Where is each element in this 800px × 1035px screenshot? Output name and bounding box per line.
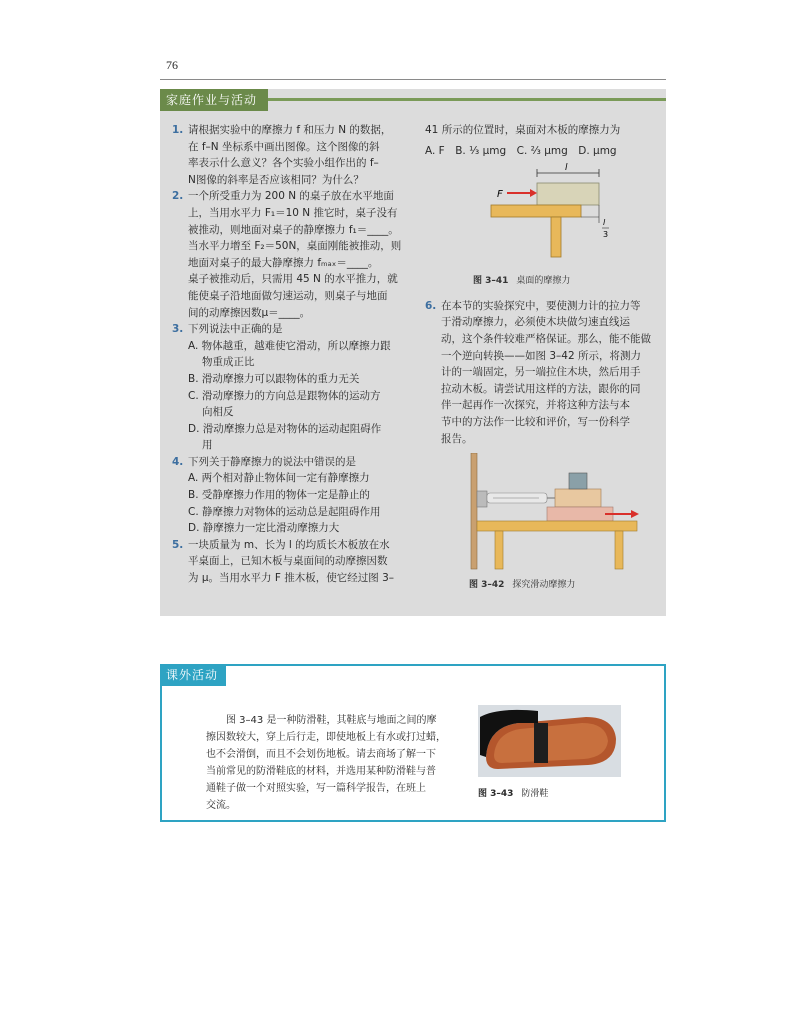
option-a-cont: 物重成正比	[202, 356, 255, 369]
figure-3-43	[478, 705, 621, 777]
figure-number: 图 3–42	[469, 580, 505, 591]
question-number: 4.	[172, 455, 184, 468]
paragraph-line: 通鞋子做一个对照实验，写一篇科学报告，在班上	[206, 783, 426, 794]
wood-block	[555, 489, 601, 507]
wall-hook	[477, 491, 487, 507]
option-a: A. 两个相对静止物体间一定有静摩擦力	[188, 472, 370, 485]
option-d-cont: 用	[202, 439, 213, 452]
figure-caption: 桌面的摩擦力	[516, 276, 571, 287]
figure-caption: 探究滑动摩擦力	[512, 580, 576, 591]
question-text: 下列关于静摩擦力的说法中错误的是	[188, 455, 356, 468]
header-rule	[160, 79, 666, 80]
option-b: B. 滑动摩擦力可以跟物体的重力无关	[188, 372, 360, 385]
question-text: 桌子被推动后，只需用 45 N 的水平推力，就	[188, 273, 398, 286]
question-number: 1.	[172, 124, 184, 136]
option-d: D. 滑动摩擦力总是对物体的运动起阻碍作	[188, 422, 382, 435]
page-number: 76	[166, 58, 178, 72]
question-3	[172, 321, 416, 454]
question-number: 3.	[172, 323, 184, 336]
question-text: 拉动木板。请尝试用这样的方法，跟你的同	[441, 382, 641, 395]
paragraph-line: 当前常见的防滑鞋底的材料，并选用某种防滑鞋与普	[206, 766, 436, 777]
table-top	[477, 521, 637, 531]
table-leg	[495, 531, 503, 569]
homework-left-column	[172, 122, 416, 587]
question-text: 计的一端固定，另一端拉住木块，然后用手	[441, 366, 641, 379]
question-4	[172, 454, 416, 537]
question-number: 5.	[172, 538, 184, 551]
question-text: 下列说法中正确的是	[188, 323, 283, 336]
question-text: 间的动摩擦因数μ＝____。	[188, 306, 311, 319]
option-c: C. 静摩擦力对物体的运动总是起阻碍作用	[188, 505, 381, 518]
arrow-head	[530, 189, 537, 197]
question-text: 节中的方法作一比较和评价，写一份科学	[441, 415, 630, 428]
paragraph-line: 也不会滑倒，而且不会划伤地板。请去商场了解一下	[206, 749, 436, 760]
question-text: 被推动，则地面对桌子的静摩擦力 f₁＝____。	[188, 223, 399, 236]
question-6	[425, 298, 655, 447]
table-leg	[551, 217, 561, 257]
figure-caption: 防滑鞋	[521, 789, 549, 799]
label-l-third: l	[603, 218, 606, 228]
question-text: 在 f–N 坐标系中画出图像。这个图像的斜	[188, 140, 380, 153]
question-text: 当水平力增至 F₂＝50N，桌面刚能被推动，则	[188, 240, 402, 253]
homework-title: 家庭作业与活动	[160, 89, 268, 111]
question-text: 上，当用水平力 F₁＝10 N 推它时，桌子没有	[188, 206, 398, 219]
question-text: 地面对桌子的最大静摩擦力 fₘₐₓ＝____。	[188, 256, 379, 269]
sole-stripe	[534, 723, 548, 763]
wood-board	[547, 507, 613, 521]
homework-right-column	[425, 122, 655, 594]
option-c-cont: 向相反	[202, 406, 234, 419]
table-leg	[615, 531, 623, 569]
extracurricular-title: 课外活动	[160, 664, 226, 686]
paragraph-line: 交流。	[206, 800, 236, 811]
option-c: C. 滑动摩擦力的方向总是跟物体的运动方	[188, 389, 381, 402]
question-text: 报告。	[441, 432, 473, 445]
question-text: 一个所受重力为 200 N 的桌子放在水平地面	[188, 190, 394, 203]
question-text: 平桌面上，已知木板与桌面间的动摩擦因数	[188, 555, 388, 568]
question-text: N图像的斜率是否应该相同？为什么？	[188, 173, 364, 186]
question-number: 2.	[172, 190, 184, 203]
question-text: 在本节的实验探究中，要使测力计的拉力等	[441, 299, 641, 312]
extracurricular-text	[206, 712, 468, 814]
option-d: D. 静摩擦力一定比滑动摩擦力大	[188, 522, 340, 535]
figure-3-41-caption	[425, 273, 655, 290]
arrow-head	[631, 510, 639, 518]
question-2	[172, 188, 416, 321]
table-top	[491, 205, 581, 217]
paragraph-line: 擦因数较大，穿上后行走，即使地板上有水或打过蜡，	[206, 732, 446, 743]
option-a: A. 物体越重，越难使它滑动，所以摩擦力跟	[188, 339, 391, 352]
homework-header-bar	[268, 98, 666, 101]
label-l: l	[565, 163, 568, 174]
wall	[471, 453, 477, 569]
paragraph-line: 图 3–43 是一种防滑鞋，其鞋底与地面之间的摩	[226, 715, 437, 726]
question-5-options: A. F B. ¹⁄₃ μmg C. ²⁄₃ μmg D. μmg	[425, 144, 617, 157]
label-F: F	[497, 189, 503, 201]
homework-header	[160, 89, 666, 111]
question-5	[172, 537, 416, 587]
figure-3-42-caption	[425, 577, 655, 594]
question-text: 为 μ。当用水平力 F 推木板，使它经过图 3–	[188, 572, 395, 585]
label-3: 3	[603, 230, 609, 240]
question-text: 动，这个条件较难严格保证。那么，能不能做	[441, 332, 651, 345]
question-1	[172, 122, 416, 188]
question-text: 能使桌子沿地面做匀速运动，则桌子与地面	[188, 289, 388, 302]
question-5-continued: 41 所示的位置时，桌面对木板的摩擦力为	[425, 124, 621, 136]
question-text: 率表示什么意义？各个实验小组作出的 f–	[188, 157, 379, 170]
question-text: 伴一起再作一次探究，并将这种方法与本	[441, 399, 630, 412]
figure-3-42	[455, 453, 655, 571]
question-number: 6.	[425, 299, 437, 312]
weight	[569, 473, 587, 489]
question-text: 一块质量为 m、长为 l 的均质长木板放在水	[188, 538, 390, 551]
question-text: 请根据实验中的摩擦力 f 和压力 N 的数据，	[188, 124, 392, 136]
figure-number: 图 3–43	[478, 789, 514, 799]
question-text: 一个逆向转换——如图 3–42 所示，将测力	[441, 349, 641, 362]
option-b: B. 受静摩擦力作用的物体一定是静止的	[188, 489, 370, 502]
question-text: 于滑动摩擦力，必须使木块做匀速直线运	[441, 316, 630, 329]
figure-number: 图 3–41	[473, 276, 509, 287]
figure-3-43-caption	[478, 786, 548, 799]
figure-3-41	[439, 163, 639, 271]
wooden-board	[537, 183, 599, 205]
